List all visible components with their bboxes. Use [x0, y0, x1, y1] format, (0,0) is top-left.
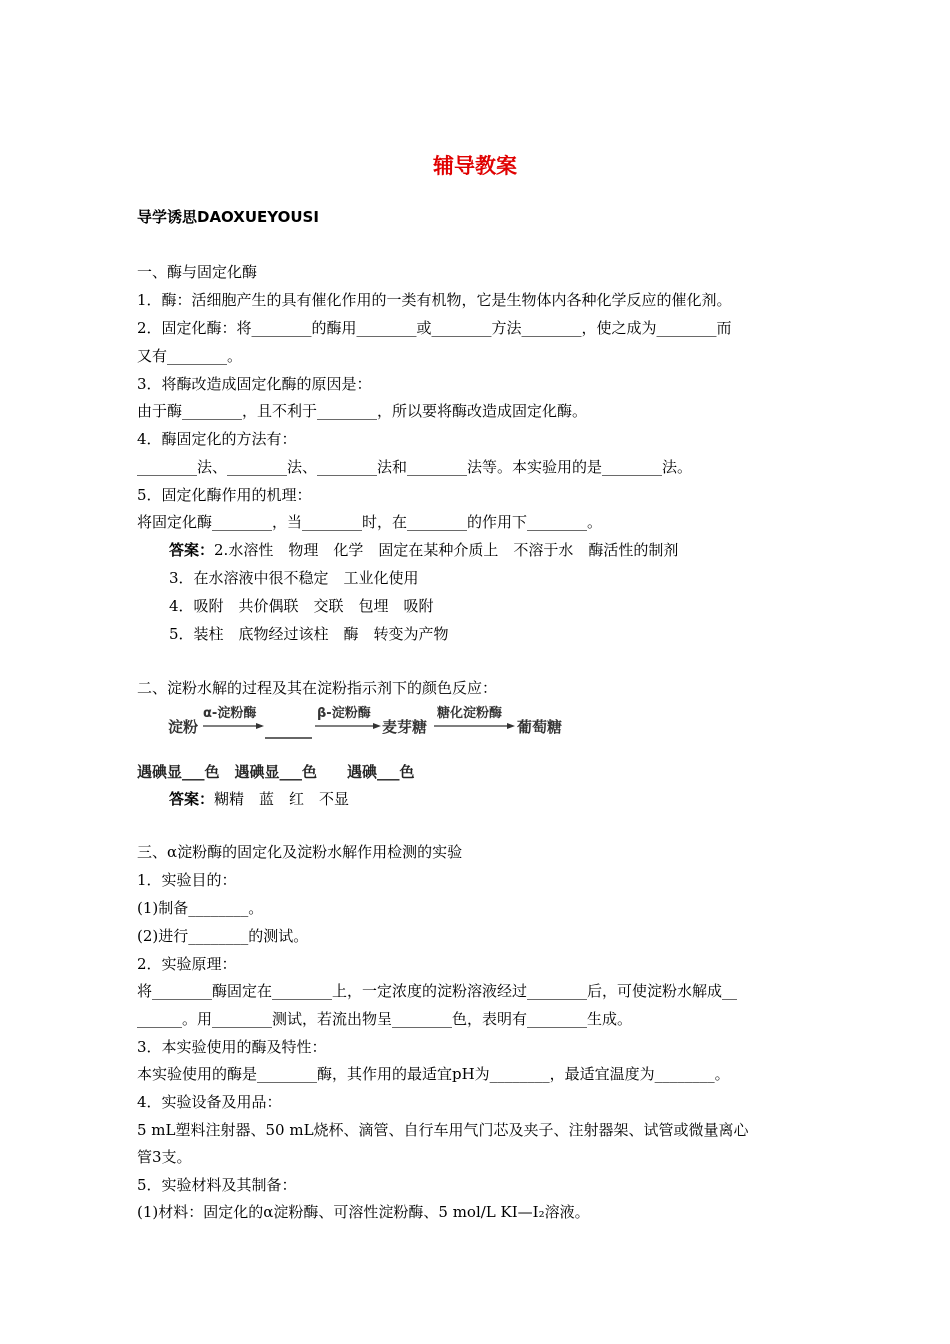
answer-line: 5．装柱 底物经过该柱 酶 转变为产物	[169, 625, 449, 643]
color-reaction-line: 遇碘显___色 遇碘显___色 遇碘___色	[137, 763, 415, 781]
answer-line	[169, 540, 678, 560]
answer-text: 糊精 蓝 红 不显	[214, 790, 350, 808]
text-line: 本实验使用的酶是________酶，其作用的最适宜pH为________，最适宜温度为________。	[137, 1065, 730, 1083]
starch-hydrolysis-diagram	[160, 700, 580, 745]
diagram-enzyme-alpha: α-淀粉酶	[203, 706, 257, 721]
diagram-enzyme-glucoamylase: 糖化淀粉酶	[437, 706, 503, 721]
text-line: 2．固定化酶：将________的酶用________或________方法________，使之成为________而	[137, 319, 732, 337]
text-line: 2．实验原理：	[137, 955, 237, 973]
text-line: 3．本实验使用的酶及特性：	[137, 1038, 327, 1056]
diagram-arrowhead	[507, 723, 515, 729]
text-line: 3．将酶改造成固定化酶的原因是：	[137, 375, 372, 393]
answer-label: 答案：	[169, 541, 215, 559]
diagram-enzyme-beta: β-淀粉酶	[317, 706, 371, 721]
section-3-heading: 三、α淀粉酶的固定化及淀粉水解作用检测的实验	[137, 843, 463, 861]
section-2-heading: 二、淀粉水解的过程及其在淀粉指示剂下的颜色反应：	[137, 679, 498, 697]
section-subtitle: 导学诱思DAOXUEYOUSI	[137, 208, 319, 226]
text-line: 5．实验材料及其制备：	[137, 1176, 297, 1194]
answer-line: 4．吸附 共价偶联 交联 包埋 吸附	[169, 597, 434, 615]
diagram-node-maltose: 麦芽糖	[382, 718, 428, 736]
page-title: 辅导教案	[433, 154, 517, 178]
section-1-heading: 一、酶与固定化酶	[137, 263, 258, 281]
text-line: ________法、________法、________法和________法等。本实验用的是________法。	[137, 458, 693, 476]
answer-line: 3．在水溶液中很不稳定 工业化使用	[169, 569, 419, 587]
diagram-node-starch: 淀粉	[168, 718, 199, 736]
text-line: 5 mL塑料注射器、50 mL烧杯、滴管、自行车用气门芯及夹子、注射器架、试管或微量离心	[137, 1121, 749, 1139]
text-line: 又有________。	[137, 347, 243, 365]
text-line: 将固定化酶________，当________时，在________的作用下________。	[137, 513, 603, 531]
diagram-arrowhead	[373, 723, 381, 729]
text-line: 1．酶：活细胞产生的具有催化作用的一类有机物，它是生物体内各种化学反应的催化剂。	[137, 291, 732, 309]
diagram-node-glucose: 葡萄糖	[517, 718, 563, 736]
text-line: (1)材料：固定化的α淀粉酶、可溶性淀粉酶、5 mol/L KI—I₂溶液。	[137, 1203, 590, 1221]
text-line: 5．固定化酶作用的机理：	[137, 486, 312, 504]
answer-text: 2.水溶性 物理 化学 固定在某种介质上 不溶于水 酶活性的制剂	[214, 541, 679, 559]
answer-line	[169, 789, 349, 809]
diagram-arrowhead	[256, 723, 264, 729]
text-line: 1．实验目的：	[137, 871, 237, 889]
text-line: ______。用________测试，若流出物呈________色，表明有________生成。	[137, 1010, 633, 1028]
text-line: (1)制备________。	[137, 899, 264, 917]
answer-label: 答案：	[169, 790, 215, 808]
text-line: 由于酶________，且不利于________，所以要将酶改造成固定化酶。	[137, 402, 588, 420]
text-line: 将________酶固定在________上，一定浓度的淀粉溶液经过________后，可使淀粉水解成__	[137, 982, 738, 1000]
text-line: 管3支。	[137, 1148, 192, 1166]
text-line: (2)进行________的测试。	[137, 927, 309, 945]
text-line: 4．酶固定化的方法有：	[137, 430, 297, 448]
text-line: 4．实验设备及用品：	[137, 1093, 282, 1111]
